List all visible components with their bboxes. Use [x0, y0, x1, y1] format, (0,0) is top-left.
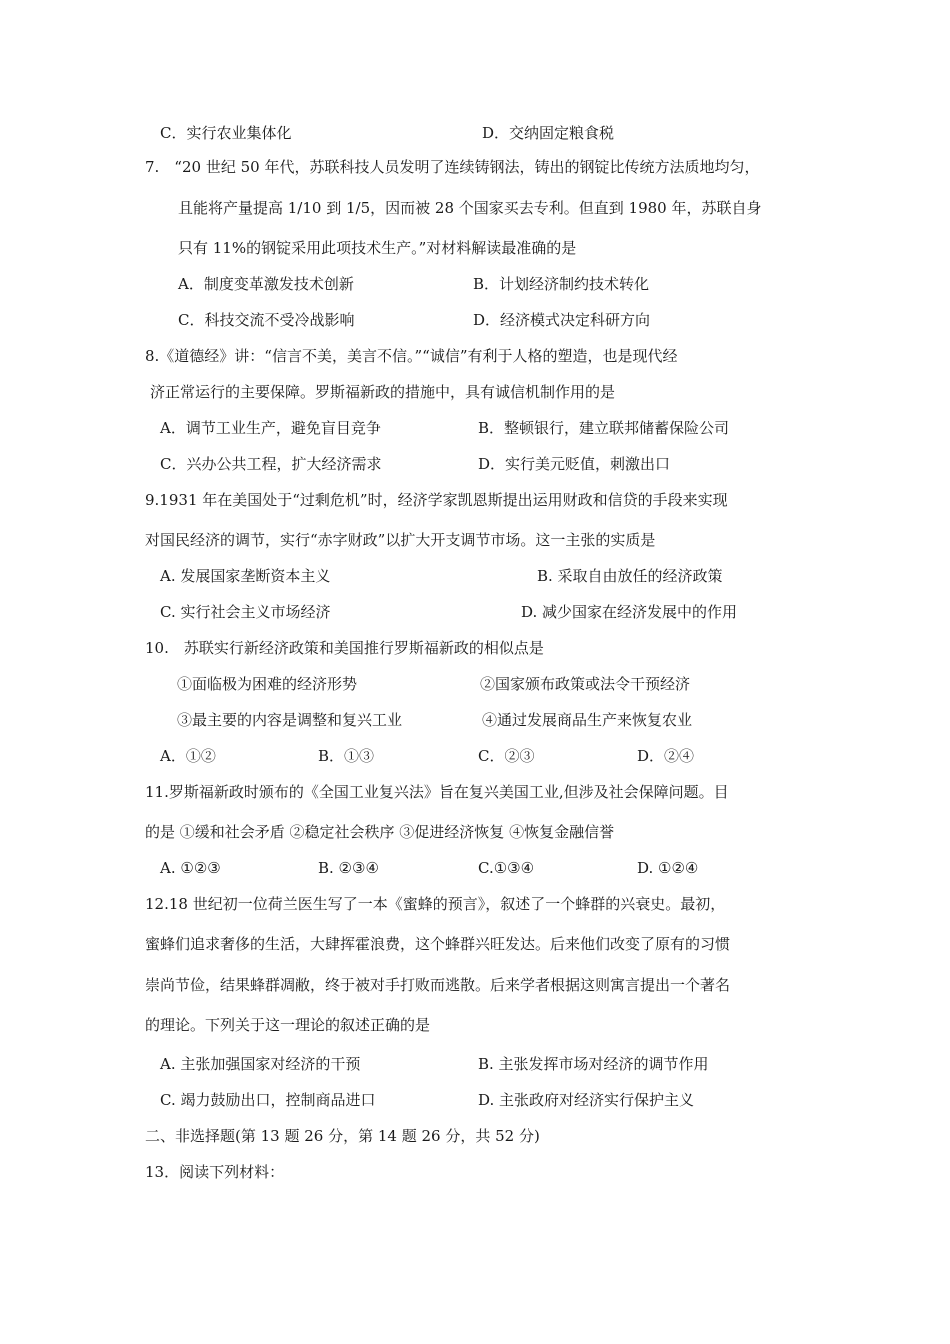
q7-stem-line1: 7. “20 世纪 50 年代，苏联科技人员发明了连续铸钢法，铸出的钢锭比传统方法质地均匀，	[145, 158, 760, 176]
q9-stem-line1: 9.1931 年在美国处于“过剩危机”时，经济学家凯恩斯提出运用财政和信贷的手段来实现	[145, 491, 728, 509]
q10-option-a: A．①②	[160, 747, 216, 765]
q12-stem-line4: 的理论。下列关于这一理论的叙述正确的是	[145, 1016, 431, 1034]
q11-option-d: D. ①②④	[637, 859, 699, 877]
q7-option-a: A．制度变革激发技术创新	[178, 275, 354, 293]
q7-option-b: B．计划经济制约技术转化	[473, 275, 650, 293]
q10-option-c: C．②③	[478, 747, 535, 765]
q11-stem-line1: 11.罗斯福新政时颁布的《全国工业复兴法》旨在复兴美国工业,但涉及社会保障问题。目	[145, 783, 729, 801]
q10-option-d: D．②④	[637, 747, 695, 765]
q6-option-c: C．实行农业集体化	[160, 124, 292, 142]
q12-stem-line1: 12.18 世纪初一位荷兰医生写了一本《蜜蜂的预言》，叙述了一个蜂群的兴衰史。最初，	[145, 895, 726, 913]
q8-option-c: C．兴办公共工程，扩大经济需求	[160, 455, 382, 473]
q10-item-3: ③最主要的内容是调整和复兴工业	[177, 711, 403, 729]
q11-option-b: B. ②③④	[318, 859, 379, 877]
q12-option-d: D. 主张政府对经济实行保护主义	[478, 1091, 695, 1109]
q8-stem-line1: 8.《道德经》讲：“信言不美，美言不信。”“诚信”有利于人格的塑造，也是现代经	[145, 347, 678, 365]
q10-item-4: ④通过发展商品生产来恢复农业	[482, 711, 693, 729]
q10-stem: 10. 苏联实行新经济政策和美国推行罗斯福新政的相似点是	[145, 639, 544, 657]
q6-option-d: D．交纳固定粮食税	[482, 124, 615, 142]
q9-option-d: D. 减少国家在经济发展中的作用	[521, 603, 738, 621]
q8-option-d: D．实行美元贬值，刺激出口	[478, 455, 671, 473]
q8-option-a: A．调节工业生产，避免盲目竞争	[160, 419, 381, 437]
q12-option-a: A. 主张加强国家对经济的干预	[160, 1055, 361, 1073]
q10-item-1: ①面临极为困难的经济形势	[177, 675, 358, 693]
q9-option-a: A. 发展国家垄断资本主义	[160, 567, 331, 585]
q8-option-b: B．整顿银行，建立联邦储蓄保险公司	[478, 419, 730, 437]
q7-option-c: C．科技交流不受冷战影响	[178, 311, 355, 329]
q9-option-c: C. 实行社会主义市场经济	[160, 603, 331, 621]
q10-option-b: B．①③	[318, 747, 375, 765]
q9-stem-line2: 对国民经济的调节，实行“赤字财政”以扩大开支调节市场。这一主张的实质是	[145, 531, 656, 549]
q8-stem-line2: 济正常运行的主要保障。罗斯福新政的措施中，具有诚信机制作用的是	[150, 383, 616, 401]
q9-option-b: B. 采取自由放任的经济政策	[537, 567, 723, 585]
q12-option-c: C. 竭力鼓励出口，控制商品进口	[160, 1091, 376, 1109]
q11-option-c: C.①③④	[478, 859, 535, 877]
section-heading: 二、非选择题(第 13 题 26 分，第 14 题 26 分，共 52 分)	[145, 1127, 540, 1145]
q13-stem: 13．阅读下列材料：	[145, 1163, 285, 1181]
q11-option-a: A. ①②③	[160, 859, 221, 877]
q12-stem-line2: 蜜蜂们追求奢侈的生活，大肆挥霍浪费，这个蜂群兴旺发达。后来他们改变了原有的习惯	[145, 935, 731, 953]
q7-stem-line2: 且能将产量提高 1/10 到 1/5，因而被 28 个国家买去专利。但直到 1980 年，苏联自身	[178, 199, 762, 217]
q7-stem-line3: 只有 11%的钢锭采用此项技术生产。”对材料解读最准确的是	[178, 239, 577, 257]
q7-option-d: D．经济模式决定科研方向	[473, 311, 651, 329]
q10-item-2: ②国家颁布政策或法令干预经济	[480, 675, 691, 693]
q12-stem-line3: 崇尚节俭，结果蜂群凋敝，终于被对手打败而逃散。后来学者根据这则寓言提出一个著名	[145, 976, 731, 994]
q12-option-b: B. 主张发挥市场对经济的调节作用	[478, 1055, 709, 1073]
q11-stem-line2: 的是 ①缓和社会矛盾 ②稳定社会秩序 ③促进经济恢复 ④恢复金融信誉	[145, 823, 615, 841]
